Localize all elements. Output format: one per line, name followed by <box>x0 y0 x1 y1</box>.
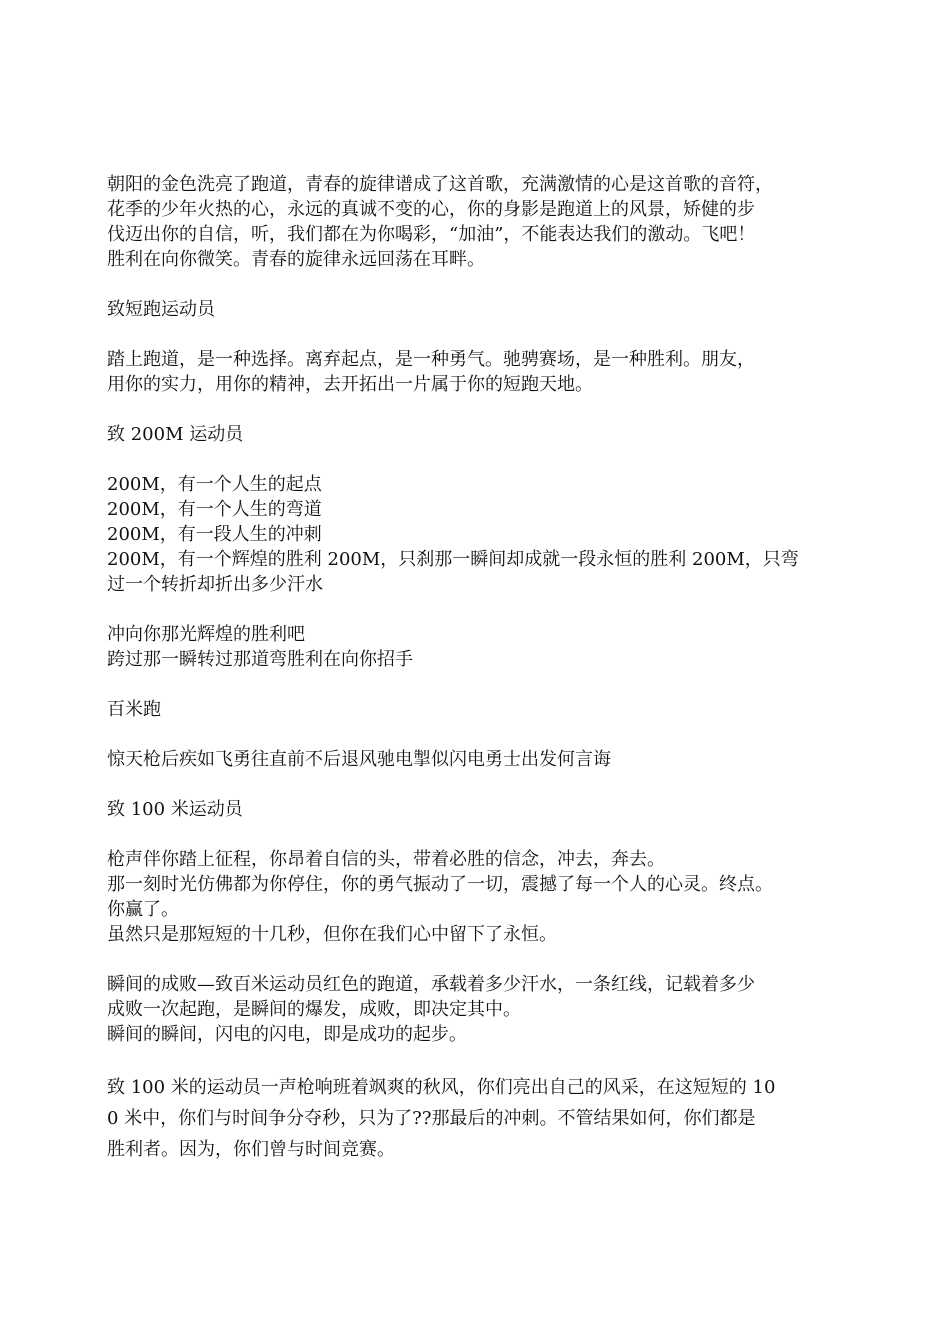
spacer <box>107 272 852 297</box>
spacer <box>107 772 852 797</box>
charge-paragraph <box>107 622 852 672</box>
spacer <box>107 597 852 622</box>
text-line: 200M，有一个人生的弯道 <box>107 499 322 520</box>
section-heading-sprinter: 致短跑运动员 <box>107 299 215 320</box>
intro-paragraph <box>107 172 852 272</box>
text-line: 致 100 米的运动员一声枪响班着飒爽的秋风，你们亮出自己的风采，在这短短的 10 <box>107 1077 776 1098</box>
text-line: 踏上跑道，是一种选择。离弃起点，是一种勇气。驰骋赛场，是一种胜利。朋友， <box>107 349 755 370</box>
text-line: 200M，有一个辉煌的胜利 200M，只刹那一瞬间却成就一段永恒的胜利 200M，只弯 <box>107 549 799 570</box>
text-line: 冲向你那光辉煌的胜利吧 <box>107 624 305 645</box>
text-line: 用你的实力，用你的精神，去开拓出一片属于你的短跑天地。 <box>107 374 593 395</box>
spacer <box>107 1047 852 1072</box>
text-line: 虽然只是那短短的十几秒，但你在我们心中留下了永恒。 <box>107 924 557 945</box>
text-line: 那一刻时光仿佛都为你停住，你的勇气振动了一切，震撼了每一个人的心灵。终点。 <box>107 874 773 895</box>
text-line: 跨过那一瞬转过那道弯胜利在向你招手 <box>107 649 413 670</box>
text-line: 200M，有一个人生的起点 <box>107 474 322 495</box>
paragraph-200m <box>107 472 852 597</box>
section-heading-100m: 致 100 米运动员 <box>107 799 243 820</box>
text-line: 花季的少年火热的心，永远的真诚不变的心，你的身影是跑道上的风景，矫健的步 <box>107 199 755 220</box>
text-line: 0 米中，你们与时间争分夺秒，只为了??那最后的冲刺。不管结果如何，你们都是 <box>107 1108 756 1129</box>
text-line: 伐迈出你的自信，听，我们都在为你喝彩，“加油”，不能表达我们的激动。飞吧！ <box>107 224 756 245</box>
spacer <box>107 672 852 697</box>
text-line: 你赢了。 <box>107 899 179 920</box>
text-line: 瞬间的成败—致百米运动员红色的跑道，承载着多少汗水，一条红线，记载着多少 <box>107 974 755 995</box>
text-line: 成败一次起跑，是瞬间的爆发，成败，即决定其中。 <box>107 999 521 1020</box>
text-line: 胜利者。因为，你们曾与时间竞赛。 <box>107 1139 395 1160</box>
spacer <box>107 322 852 347</box>
text-line: 瞬间的瞬间，闪电的闪电，即是成功的起步。 <box>107 1024 467 1045</box>
document-body <box>107 172 852 1165</box>
sprinter-paragraph <box>107 347 852 397</box>
paragraph-100m <box>107 847 852 947</box>
section-heading-100m-dash: 百米跑 <box>107 699 161 720</box>
text-line: 朝阳的金色洗亮了跑道，青春的旋律谱成了这首歌，充满激情的心是这首歌的音符， <box>107 174 773 195</box>
moment-paragraph <box>107 972 852 1047</box>
text-line: 枪声伴你踏上征程，你昂着自信的头，带着必胜的信念，冲去，奔去。 <box>107 849 665 870</box>
spacer <box>107 722 852 747</box>
text-line: 200M，有一段人生的冲刺 <box>107 524 322 545</box>
spacer <box>107 447 852 472</box>
spacer <box>107 822 852 847</box>
final-paragraph <box>107 1072 852 1165</box>
section-heading-200m: 致 200M 运动员 <box>107 424 244 445</box>
dash-line: 惊天枪后疾如飞勇往直前不后退风驰电掣似闪电勇士出发何言诲 <box>107 749 611 770</box>
spacer <box>107 947 852 972</box>
text-line: 胜利在向你微笑。青春的旋律永远回荡在耳畔。 <box>107 249 485 270</box>
text-line: 过一个转折却折出多少汗水 <box>107 574 323 595</box>
spacer <box>107 397 852 422</box>
